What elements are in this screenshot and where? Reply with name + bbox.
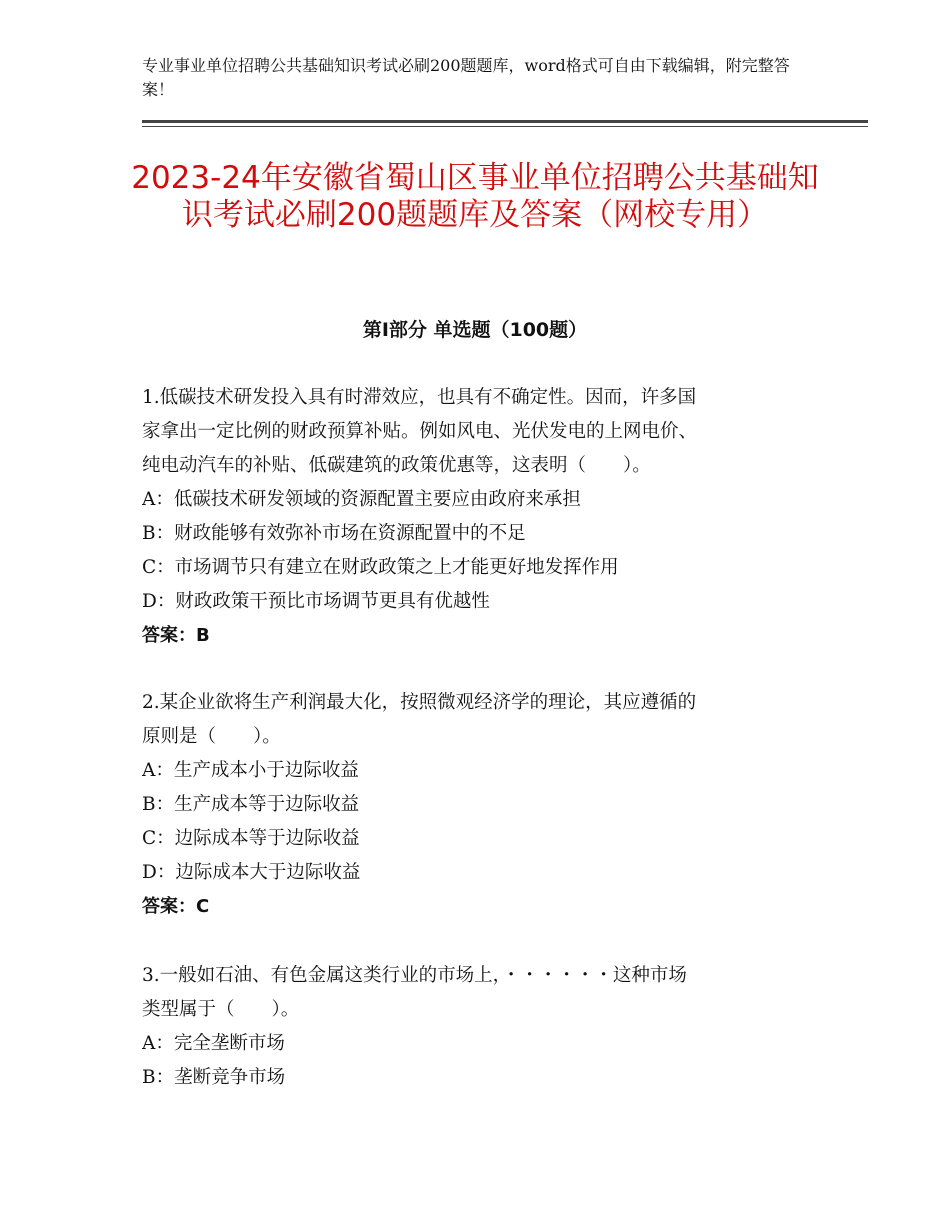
header-rule-thin: [142, 126, 868, 127]
option-b: B：垄断竞争市场: [142, 1067, 286, 1088]
option-b: B：生产成本等于边际收益: [142, 794, 360, 815]
option-d: D：财政政策干预比市场调节更具有优越性: [142, 591, 490, 612]
option-d: D：边际成本大于边际收益: [142, 862, 361, 883]
document-title: 2023-24年安徽省蜀山区事业单位招聘公共基础知识考试必刷200题题库及答案（网校专用）: [131, 160, 819, 233]
question-2: [142, 686, 807, 924]
option-c: C：市场调节只有建立在财政政策之上才能更好地发挥作用: [142, 557, 619, 578]
header-rule-thick: [142, 120, 868, 123]
option-c: C：边际成本等于边际收益: [142, 828, 360, 849]
question-text-line: 原则是（ ）。: [142, 726, 281, 747]
option-a: A：完全垄断市场: [142, 1033, 285, 1054]
question-text-line: 纯电动汽车的补贴、低碳建筑的政策优惠等，这表明（ ）。: [142, 455, 651, 476]
question-text-line: 类型属于（ ）。: [142, 999, 300, 1020]
header-note: 专业事业单位招聘公共基础知识考试必刷200题题库，word格式可自由下载编辑，附完整答案！: [142, 56, 790, 99]
answer: 答案：B: [142, 625, 210, 646]
question-text-line: 1.低碳技术研发投入具有时滞效应，也具有不确定性。因而，许多国: [142, 387, 697, 408]
option-b: B：财政能够有效弥补市场在资源配置中的不足: [142, 523, 526, 544]
question-text-line: 家拿出一定比例的财政预算补贴。例如风电、光伏发电的上网电价、: [142, 421, 698, 442]
answer: 答案：C: [142, 896, 210, 917]
question-1: [142, 381, 807, 653]
question-text-line: 3.一般如石油、有色金属这类行业的市场上，・・・・・・这种市场: [142, 965, 687, 986]
question-3: [142, 959, 807, 1095]
option-a: A：低碳技术研发领域的资源配置主要应由政府来承担: [142, 489, 581, 510]
option-a: A：生产成本小于边际收益: [142, 760, 359, 781]
question-text-line: 2.某企业欲将生产利润最大化，按照微观经济学的理论，其应遵循的: [142, 692, 697, 713]
section-heading: 第Ⅰ部分 单选题（100题）: [362, 319, 588, 341]
